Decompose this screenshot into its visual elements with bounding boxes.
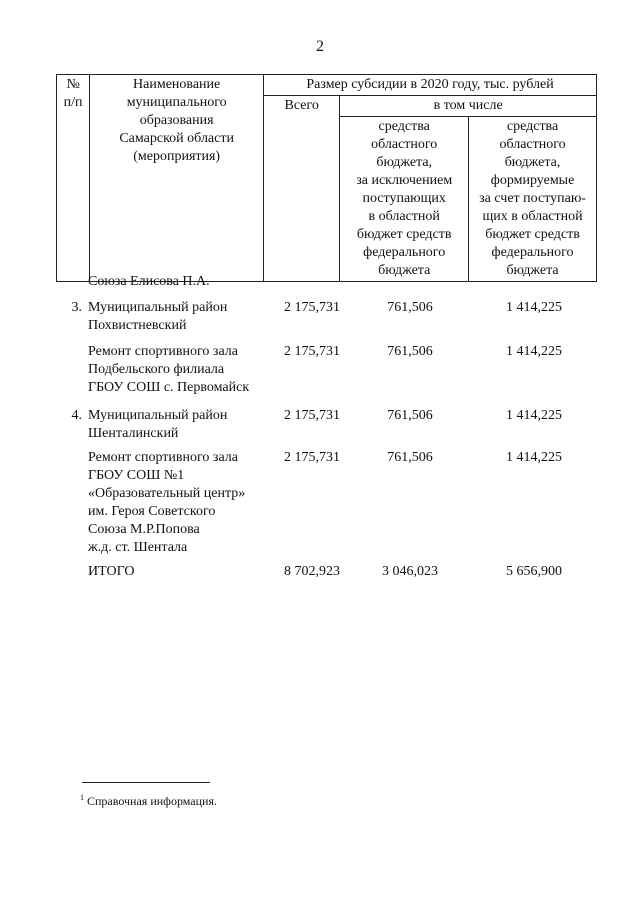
row-total: 8 702,923 — [284, 564, 340, 579]
row-regional: 761,506 — [387, 300, 433, 315]
row-federal: 1 414,225 — [506, 300, 562, 315]
table-row — [56, 273, 597, 295]
row-name: Муниципальный район Похвистневский — [88, 300, 228, 333]
table-row — [56, 343, 597, 403]
row-total: 2 175,731 — [284, 344, 340, 359]
row-name: Ремонт спортивного зала Подбельского филиала ГБОУ СОШ с. Первомайск — [88, 344, 250, 395]
row-regional: 3 046,023 — [382, 564, 438, 579]
row-federal: 1 414,225 — [506, 344, 562, 359]
row-total: 2 175,731 — [284, 450, 340, 465]
row-name: Муниципальный район Шенталинский — [88, 408, 228, 441]
row-number: 4. — [71, 408, 82, 423]
header-federal-funds: средства областного бюджета, формируемые за счет поступаю- щих в областной бюджет средств федерального бюджета — [469, 117, 597, 282]
header-subsidy: Размер субсидии в 2020 году, тыс. рублей — [264, 75, 597, 96]
table-row — [56, 299, 597, 339]
row-federal: 5 656,900 — [506, 564, 562, 579]
subsidy-table-header — [56, 74, 597, 282]
footnote — [80, 790, 217, 809]
header-regional-funds: средства областного бюджета, за исключением поступающих в областной бюджет средств федерального бюджета — [340, 117, 469, 282]
table-row — [56, 449, 597, 563]
row-total: 2 175,731 — [284, 408, 340, 423]
footnote-text: Справочная информация. — [87, 794, 217, 808]
row-name: ИТОГО — [88, 564, 135, 579]
row-regional: 761,506 — [387, 450, 433, 465]
row-regional: 761,506 — [387, 344, 433, 359]
row-name: Ремонт спортивного зала ГБОУ СОШ №1 «Образовательный центр» им. Героя Советского Союза М.Р.Попова ж.д. ст. Шентала — [88, 450, 246, 555]
row-name: Союза Елисова П.А. — [88, 274, 210, 289]
row-total: 2 175,731 — [284, 300, 340, 315]
header-num: № п/п — [57, 75, 90, 282]
header-name: Наименование муниципального образования Самарской области (мероприятия) — [90, 75, 264, 282]
footnote-divider — [82, 782, 210, 783]
table-row — [56, 407, 597, 447]
footnote-mark: 1 — [80, 793, 84, 802]
subsidy-table-body — [56, 273, 597, 585]
row-federal: 1 414,225 — [506, 450, 562, 465]
table-row-total — [56, 563, 597, 585]
row-federal: 1 414,225 — [506, 408, 562, 423]
header-total: Всего — [264, 96, 340, 282]
row-number: 3. — [71, 300, 82, 315]
row-regional: 761,506 — [387, 408, 433, 423]
page-number: 2 — [316, 38, 324, 55]
header-including: в том числе — [340, 96, 597, 117]
